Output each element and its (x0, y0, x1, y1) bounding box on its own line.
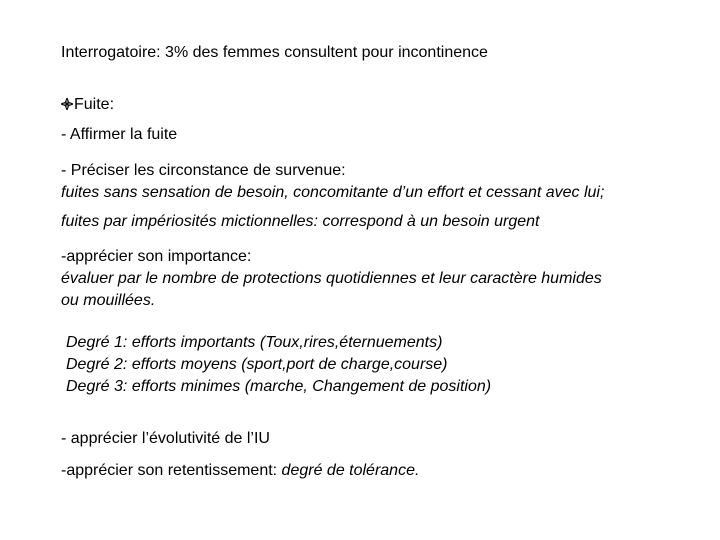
evolution-text: - apprécier l’évolutivité de l’IU (61, 430, 270, 447)
circumstances-label: - Préciser les circonstance de survenue: (61, 162, 346, 179)
circumstances-line-2: fuites par impériosités mictionnelles: correspond à un besoin urgent (61, 213, 540, 230)
importance-line-2: ou mouillées. (61, 292, 156, 309)
impact-value: degré de tolérance. (281, 462, 420, 479)
diamond-bullet-icon (61, 98, 73, 110)
affirm-text: - Affirmer la fuite (61, 126, 178, 143)
grade-2: Degré 2: efforts moyens (sport,port de charge,course) (66, 356, 448, 373)
grade-1: Degré 1: efforts importants (Toux,rires,éternuements) (66, 334, 443, 351)
impact-label: -apprécier son retentissement: (61, 462, 282, 479)
importance-line-1: évaluer par le nombre de protections quotidiennes et leur caractère humides (61, 270, 602, 287)
section-heading-label: Fuite: (74, 96, 115, 113)
importance-label: -apprécier son importance: (61, 248, 252, 265)
intro-text: Interrogatoire: 3% des femmes consultent pour incontinence (61, 44, 488, 61)
grade-3: Degré 3: efforts minimes (marche, Changement de position) (66, 378, 492, 395)
impact-text (61, 460, 419, 482)
circumstances-line-1: fuites sans sensation de besoin, concomitante d’un effort et cessant avec lui; (61, 184, 605, 201)
section-heading (61, 94, 114, 116)
